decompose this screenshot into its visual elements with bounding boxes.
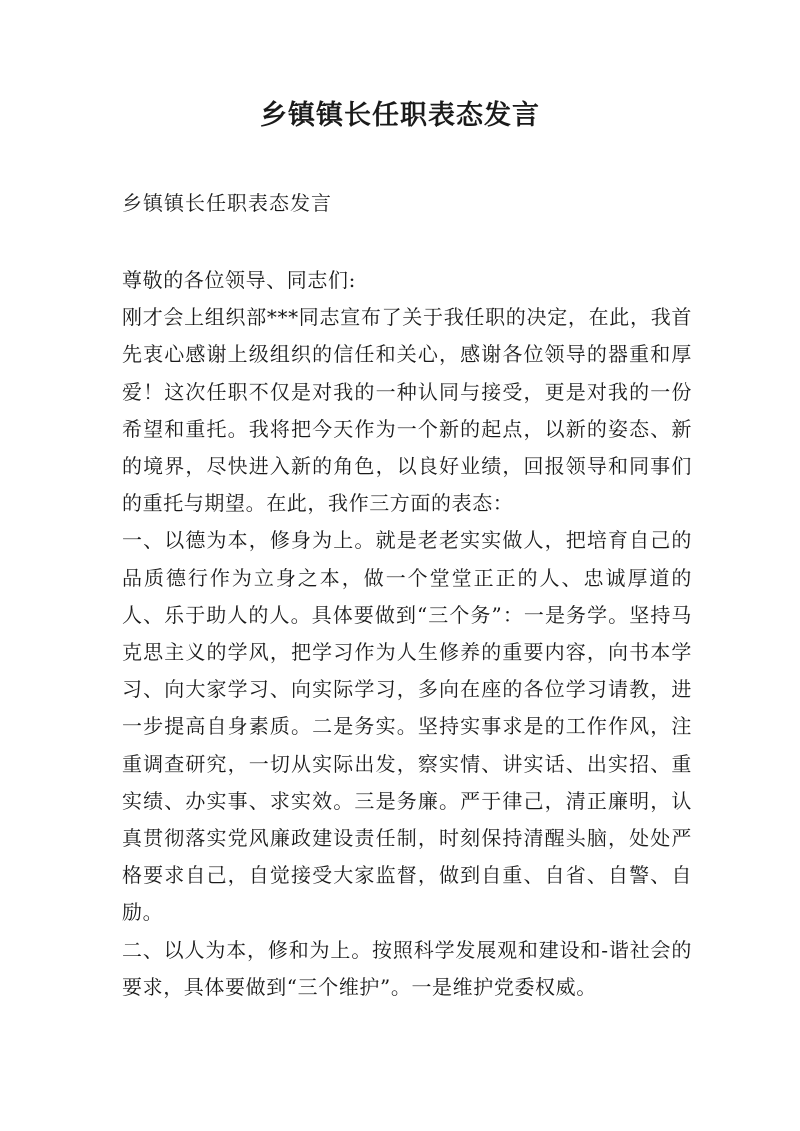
document-title: 乡镇镇长任职表态发言	[260, 100, 540, 131]
paragraph-section-two: 二、以人为本，修和为上。按照科学发展观和建设和-谐社会的要求，具体要做到“三个维护”。一是维护党委权威。	[122, 937, 692, 999]
document-body	[122, 262, 692, 1006]
paragraph-intro: 刚才会上组织部***同志宣布了关于我任职的决定，在此，我首先衷心感谢上级组织的信任和关心，感谢各位领导的器重和厚爱！这次任职不仅是对我的一种认同与接受，更是对我的一份希望和重托。我将把今天作为一个新的起点，以新的姿态、新的境界，尽快进入新的角色，以良好业绩，回报领导和同事们的重托与期望。在此，我作三方面的表态：	[122, 305, 692, 516]
document-subtitle: 乡镇镇长任职表态发言	[122, 191, 332, 215]
paragraph-salutation: 尊敬的各位领导、同志们:	[122, 268, 356, 292]
paragraph-section-one: 一、以德为本，修身为上。就是老老实实做人，把培育自己的品质德行作为立身之本，做一个堂堂正正的人、忠诚厚道的人、乐于助人的人。具体要做到“三个务”：一是务学。坚持马克思主义的学风，把学习作为人生修养的重要内容，向书本学习、向大家学习、向实际学习，多向在座的各位学习请教，进一步提高自身素质。二是务实。坚持实事求是的工作作风，注重调查研究，一切从实际出发，察实情、讲实话、出实招、重实绩、办实事、求实效。三是务廉。严于律己，清正廉明，认真贯彻落实党风廉政建设责任制，时刻保持清醒头脑，处处严格要求自己，自觉接受大家监督，做到自重、自省、自警、自励。	[122, 528, 692, 925]
